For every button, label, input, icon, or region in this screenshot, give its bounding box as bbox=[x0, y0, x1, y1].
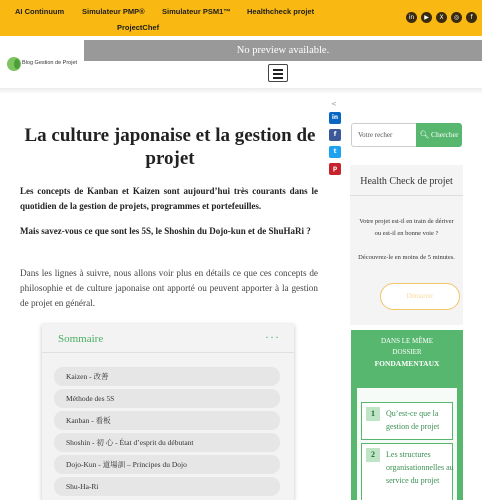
dossier-line-1: DANS LE MÊME bbox=[380, 337, 434, 345]
hamburger-line bbox=[273, 69, 283, 71]
article-lead-2: Mais savez-vous ce que sont les 5S, le Shoshin du Dojo-kun et de ShuHaRi ? bbox=[20, 226, 311, 236]
search-button[interactable] bbox=[416, 123, 462, 147]
healthcheck-title: Health Check de projet bbox=[360, 176, 453, 187]
nav-projectchef[interactable]: ProjectChef bbox=[117, 23, 160, 32]
dossier-widget bbox=[351, 330, 463, 500]
dossier-item-1[interactable] bbox=[361, 402, 453, 440]
dossier-item-label: Les structures organisationnelles au service du projet bbox=[386, 450, 454, 485]
twitter-share-icon[interactable]: t bbox=[329, 146, 341, 158]
share-icon[interactable]: < bbox=[331, 100, 337, 108]
hamburger-icon[interactable] bbox=[268, 64, 288, 82]
logo-text[interactable]: Blog Gestion de Projet bbox=[22, 60, 78, 66]
toc-item-kanban[interactable]: Kanban - 看板 bbox=[54, 411, 280, 430]
toc-item-dojo-kun[interactable]: Dojo-Kun - 道場訓 – Principes du Dojo bbox=[54, 455, 280, 474]
dossier-line-2: DOSSIER bbox=[392, 348, 422, 356]
article-paragraph: Dans les lignes à suivre, nous allons voir plus en détails ce que ces concepts de philosophie et de culture japonaise ont apporté ou peuvent apporter à la gestion de projet en général. bbox=[20, 268, 318, 308]
linkedin-icon[interactable]: in bbox=[406, 12, 417, 23]
toc-menu-icon[interactable]: ··· bbox=[265, 330, 280, 344]
healthcheck-widget bbox=[350, 165, 463, 325]
healthcheck-start-button[interactable]: Démarrer bbox=[380, 283, 460, 310]
dossier-list bbox=[357, 388, 457, 500]
article-title: La culture japonaise et la gestion de projet bbox=[24, 125, 316, 169]
hamburger-line bbox=[273, 73, 283, 75]
healthcheck-text-1: Votre projet est-il en train de dériver ou est-il en bonne voie ? bbox=[359, 218, 454, 237]
article-lead-1: Les concepts de Kanban et Kaizen sont aujourd’hui très courants dans le quotidien de la gestion de projets, programmes et portefeuilles. bbox=[20, 186, 318, 211]
healthcheck-text-2: Découvrez-le en moins de 5 minutes. bbox=[358, 254, 455, 261]
dossier-item-number: 2 bbox=[366, 448, 380, 462]
search-button-label: Chercher bbox=[430, 130, 459, 139]
table-of-contents bbox=[42, 324, 294, 500]
search-input[interactable]: Votre recher bbox=[351, 123, 416, 147]
instagram-icon[interactable]: ◎ bbox=[451, 12, 462, 23]
toc-item-5s[interactable]: Méthode des 5S bbox=[54, 389, 280, 408]
toc-title[interactable]: Sommaire bbox=[58, 333, 104, 345]
dossier-item-number: 1 bbox=[366, 407, 380, 421]
youtube-icon[interactable]: ▶ bbox=[421, 12, 432, 23]
facebook-share-icon[interactable]: f bbox=[329, 129, 341, 141]
header-divider bbox=[0, 88, 482, 94]
nav-healthcheck-projet[interactable]: Healthcheck projet bbox=[247, 7, 315, 16]
nav-simulateur-psm1[interactable]: Simulateur PSM1™ bbox=[162, 7, 231, 16]
toc-divider bbox=[42, 352, 294, 353]
dossier-header bbox=[351, 336, 463, 370]
dossier-line-3: FONDAMENTAUX bbox=[374, 359, 440, 368]
toc-item-kaizen[interactable]: Kaizen - 改善 bbox=[54, 367, 280, 386]
linkedin-share-icon[interactable]: in bbox=[329, 112, 341, 124]
dossier-item-label: Qu’est-ce que la gestion de projet bbox=[386, 409, 440, 431]
toc-item-shu-ha-ri[interactable]: Shu-Ha-Ri bbox=[54, 477, 280, 496]
toc-item-shoshin[interactable]: Shoshin - 初 心 - État d’esprit du débutant bbox=[54, 433, 280, 452]
logo-icon[interactable] bbox=[7, 57, 21, 71]
preview-placeholder: No preview available. bbox=[84, 40, 482, 61]
x-icon[interactable]: X bbox=[436, 12, 447, 23]
nav-ai-continuum[interactable]: AI Continuum bbox=[15, 7, 65, 16]
search-icon: 🔍︎ bbox=[419, 130, 430, 139]
hamburger-line bbox=[273, 77, 283, 79]
facebook-icon[interactable]: f bbox=[466, 12, 477, 23]
dossier-item-2[interactable] bbox=[361, 443, 453, 500]
nav-simulateur-pmp[interactable]: Simulateur PMP® bbox=[82, 7, 145, 16]
pinterest-share-icon[interactable]: p bbox=[329, 163, 341, 175]
healthcheck-divider bbox=[350, 195, 463, 196]
